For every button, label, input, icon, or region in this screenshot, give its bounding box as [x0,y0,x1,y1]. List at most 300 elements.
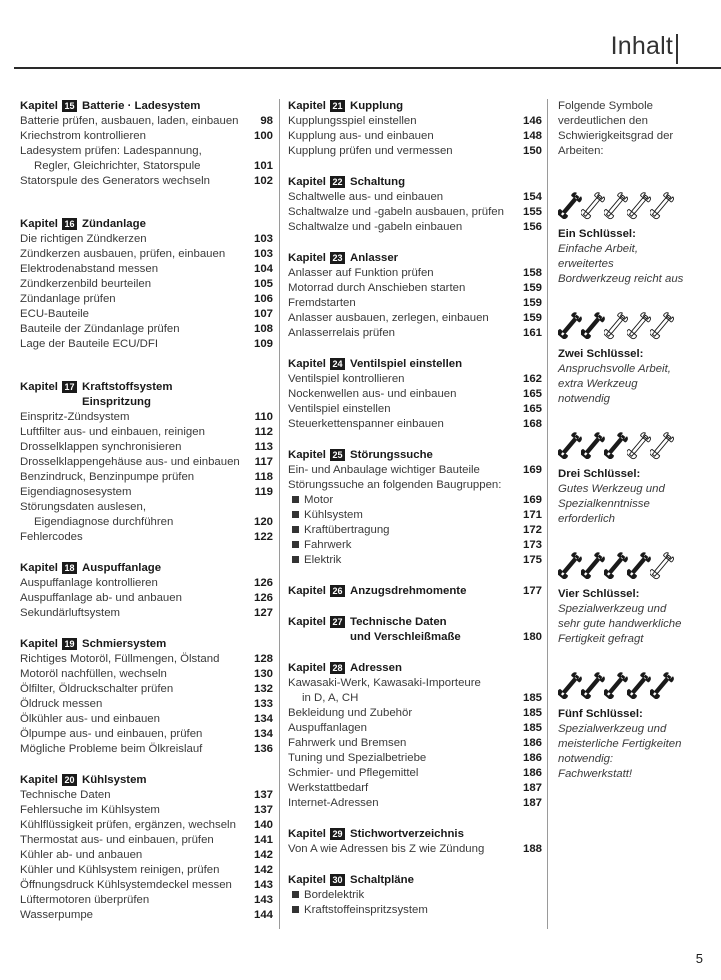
toc-entry-label: Kupplungsspiel einstellen [288,115,417,127]
wrench-outline-icon [627,429,651,463]
toc-entry[interactable] [20,129,273,144]
toc-entry[interactable] [288,721,542,736]
chapter-number-badge: 18 [62,562,77,574]
chapter-heading[interactable] [288,251,542,266]
chapter-heading[interactable] [20,217,273,232]
square-bullet-icon [292,511,299,518]
toc-entry-label: Einspritz-Zündsystem [20,411,130,423]
toc-page-number: 133 [253,698,273,710]
toc-entry-label: Tuning und Spezialbetriebe [288,752,427,764]
chapter-title [350,584,517,599]
toc-entry[interactable] [20,337,273,352]
toc-entry[interactable] [288,311,542,326]
toc-entry[interactable] [20,712,273,727]
toc-entry[interactable] [288,736,542,751]
toc-page-number: 119 [254,486,273,498]
toc-entry[interactable] [20,322,273,337]
toc-entry-label: Eigendiagnose durchführen [34,516,174,528]
toc-entry[interactable] [20,833,273,848]
toc-entry[interactable] [20,277,273,292]
toc-entry-label [288,493,517,508]
toc-entry-text: Bordelektrik [304,889,365,901]
toc-entry[interactable] [20,848,273,863]
toc-page-number: 122 [253,531,273,543]
toc-entry[interactable] [288,205,542,220]
chapter-title-line: Schmiersystem [81,638,167,650]
toc-entry[interactable] [288,751,542,766]
toc-entry[interactable] [20,515,273,530]
toc-page-number: 173 [522,539,542,551]
chapter-word: Kapitel [288,662,326,674]
difficulty-level-name: Fünf Schlüssel: [558,708,643,720]
toc-page-number: 165 [522,388,542,400]
toc-entry[interactable] [20,667,273,682]
toc-page-number: 103 [253,233,273,245]
toc-chapter [288,615,542,645]
toc-entry-label: Öldruck messen [20,698,103,710]
toc-entry-label: Fremdstarten [288,297,356,309]
toc-entry[interactable] [288,296,542,311]
difficulty-level [558,429,688,527]
toc-entry[interactable] [288,144,542,159]
toc-entry[interactable] [288,691,542,706]
toc-page-number: 134 [253,713,273,725]
toc-chapter [288,175,542,235]
toc-entry-label: Zündkerzenbild beurteilen [20,278,152,290]
toc-entry[interactable] [288,190,542,205]
toc-entry[interactable] [288,903,542,918]
toc-entry[interactable] [20,500,273,515]
toc-entry[interactable] [20,530,273,545]
toc-entry-label: Luftfilter aus- und einbauen, reinigen [20,426,205,438]
chapter-number-badge: 15 [62,100,77,112]
toc-entry-label: Fehlersuche im Kühlsystem [20,804,160,816]
chapter-title [82,773,273,788]
toc-page-number: 187 [522,797,542,809]
toc-entry[interactable] [20,144,273,159]
toc-entry-label: in D, A, CH [302,692,359,704]
toc-page-number: 137 [253,804,273,816]
wrench-rating [558,429,688,463]
toc-entry[interactable] [20,818,273,833]
wrench-filled-icon [581,669,605,703]
toc-page-number: 169 [522,464,542,476]
toc-entry[interactable] [20,485,273,500]
difficulty-level-name: Vier Schlüssel: [558,588,640,600]
chapter-title [350,873,542,888]
chapter-heading[interactable] [288,99,542,114]
toc-entry-label: Ventilspiel einstellen [288,403,391,415]
column-divider [547,99,548,929]
toc-entry-label: Störungsdaten auslesen, [20,501,147,513]
chapter-title-line: Störungssuche [349,449,433,461]
chapter-title [82,561,273,576]
difficulty-level [558,549,688,647]
wrench-filled-icon [558,309,582,343]
toc-entry-label: Benzindruck, Benzinpumpe prüfen [20,471,195,483]
chapter-title [82,99,273,114]
toc-entry-label [288,508,517,523]
toc-entry-label: Internet-Adressen [288,797,379,809]
chapter-number-badge: 25 [330,449,345,461]
toc-entry[interactable] [288,417,542,432]
toc-entry[interactable] [288,781,542,796]
toc-page-number: 146 [522,115,542,127]
toc-entry-label: Kühler und Kühlsystem reinigen, prüfen [20,864,220,876]
toc-entry-label: Anlasser auf Funktion prüfen [288,267,434,279]
toc-page-number: 144 [253,909,273,921]
toc-page-number: 155 [522,206,542,218]
toc-entry[interactable] [20,606,273,621]
chapter-page-number: 177 [522,585,542,597]
chapter-number-badge: 20 [62,774,77,786]
toc-entry[interactable] [20,247,273,262]
chapter-heading[interactable] [288,448,542,463]
toc-entry-text: Kühlsystem [304,509,363,521]
toc-entry-label: Wasserpumpe [20,909,94,921]
toc-entry[interactable] [20,410,273,425]
toc-entry[interactable] [288,372,542,387]
chapter-word: Kapitel [20,100,58,112]
toc-page-number: 171 [522,509,542,521]
toc-entry-label: Zündanlage prüfen [20,293,116,305]
wrench-outline-icon [650,429,674,463]
toc-entry[interactable] [20,470,273,485]
chapter-heading[interactable] [288,873,542,888]
chapter-title-line: Schaltpläne [349,874,414,886]
toc-entry-label: Schaltwalze und -gabeln einbauen [288,221,463,233]
difficulty-level-name: Drei Schlüssel: [558,468,641,480]
toc-chapter [288,357,542,432]
toc-entry[interactable] [288,508,542,523]
toc-entry[interactable] [20,863,273,878]
toc-entry-label: Ölfilter, Öldruckschalter prüfen [20,683,174,695]
difficulty-level-name: Ein Schlüssel: [558,228,636,240]
toc-page-number: 134 [253,728,273,740]
toc-entry[interactable] [288,796,542,811]
chapter-number-badge: 21 [330,100,345,112]
wrench-outline-icon [581,189,605,223]
toc-entry[interactable] [20,742,273,757]
toc-page-number: 106 [253,293,273,305]
toc-entry-label [288,903,536,918]
square-bullet-icon [292,496,299,503]
toc-entry[interactable] [20,262,273,277]
chapter-word: Kapitel [288,874,326,886]
chapter-title [350,357,542,372]
toc-page-number: 156 [522,221,542,233]
toc-entry[interactable] [20,159,273,174]
toc-page-number: 186 [522,737,542,749]
toc-page-number: 186 [522,752,542,764]
chapter-heading[interactable] [20,773,273,788]
toc-entry[interactable] [288,538,542,553]
toc-entry-label: Lüftermotoren überprüfen [20,894,150,906]
wrench-filled-icon [627,549,651,583]
toc-column-middle [288,99,542,918]
chapter-heading[interactable] [288,827,542,842]
chapter-number-badge: 30 [330,874,345,886]
toc-page-number: 161 [522,327,542,339]
toc-page-number: 150 [522,145,542,157]
toc-entry-label: Richtiges Motoröl, Füllmengen, Ölstand [20,653,220,665]
chapter-word: Kapitel [288,616,326,628]
chapter-heading[interactable] [20,637,273,652]
toc-entry[interactable] [20,682,273,697]
wrench-filled-icon [581,309,605,343]
toc-page-number: 141 [253,834,273,846]
difficulty-level-description: Gutes Werkzeug und Spezialkenntnisse erforderlich [558,483,665,525]
toc-chapter [288,827,542,857]
difficulty-level-description: Spezialwerkzeug und sehr gute handwerkliche Fertigkeit gefragt [558,603,682,645]
toc-entry-text: Kraftstoffeinspritzsystem [304,904,428,916]
toc-page-number: 140 [253,819,273,831]
chapter-word: Kapitel [20,218,58,230]
toc-page-number: 169 [522,494,542,506]
toc-entry-label: Kupplung aus- und einbauen [288,130,434,142]
header-rule [14,67,721,69]
wrench-rating [558,669,688,703]
chapter-number-badge: 29 [330,828,345,840]
difficulty-level-description: Spezialwerkzeug und meisterliche Fertigkeiten notwendig: Fachwerkstatt! [558,723,682,780]
chapter-word: Kapitel [20,638,58,650]
toc-entry[interactable] [20,576,273,591]
toc-entry[interactable] [288,463,542,478]
toc-page-number: 142 [253,849,273,861]
toc-entry[interactable] [288,326,542,341]
legend-intro: Folgende Symbole verdeutlichen den Schwierigkeitsgrad der Arbeiten: [558,100,674,157]
chapter-word: Kapitel [288,100,326,112]
toc-column-left [20,99,273,923]
toc-entry[interactable] [288,493,542,508]
toc-entry-label: Auspuffanlagen [288,722,367,734]
chapter-number-badge: 16 [62,218,77,230]
toc-entry[interactable] [20,232,273,247]
toc-entry-label: Technische Daten [20,789,111,801]
toc-entry[interactable] [20,307,273,322]
toc-entry-text: Fahrwerk [304,539,352,551]
toc-page-number: 126 [253,577,273,589]
toc-entry[interactable] [288,129,542,144]
wrench-filled-icon [627,669,651,703]
toc-page-number: 185 [522,707,542,719]
toc-entry-label: ECU-Bauteile [20,308,90,320]
wrench-filled-icon [604,429,628,463]
toc-entry-label: Die richtigen Zündkerzen [20,233,147,245]
toc-chapter [288,661,542,811]
wrench-filled-icon [581,429,605,463]
chapter-title [350,661,542,676]
toc-entry-label: Drosselklappengehäuse aus- und einbauen [20,456,240,468]
chapter-title-line: Kraftstoffsystem [81,381,173,393]
toc-entry[interactable] [20,174,273,189]
square-bullet-icon [292,541,299,548]
toc-entry[interactable] [288,888,542,903]
toc-page-number: 113 [254,441,273,453]
toc-entry[interactable] [288,553,542,568]
toc-chapter [288,873,542,918]
chapter-title [82,380,273,410]
toc-entry[interactable] [20,425,273,440]
toc-page-number: 108 [253,323,273,335]
toc-page-number: 186 [522,767,542,779]
square-bullet-icon [292,906,299,913]
toc-chapter [20,561,273,621]
toc-page-number: 185 [522,692,542,704]
toc-entry-label: Ladesystem prüfen: Ladespannung, [20,145,202,157]
difficulty-level-name: Zwei Schlüssel: [558,348,644,360]
toc-entry[interactable] [288,766,542,781]
toc-entry[interactable] [20,788,273,803]
toc-entry-label: Ölpumpe aus- und einbauen, prüfen [20,728,203,740]
wrench-filled-icon [604,669,628,703]
toc-entry-label: Batterie prüfen, ausbauen, laden, einbauen [20,115,239,127]
chapter-word: Kapitel [288,828,326,840]
wrench-filled-icon [558,189,582,223]
toc-entry[interactable] [20,440,273,455]
toc-entry[interactable] [20,114,273,129]
toc-entry-label: Thermostat aus- und einbauen, prüfen [20,834,214,846]
toc-page-number: 159 [522,297,542,309]
toc-page-number: 154 [522,191,542,203]
toc-entry[interactable] [288,220,542,235]
difficulty-level [558,189,688,287]
chapter-title-line: Ventilspiel einstellen [349,358,463,370]
toc-entry[interactable] [288,387,542,402]
toc-entry-label: Schaltwalze und -gabeln ausbauen, prüfen [288,206,504,218]
chapter-title-line: Anzugsdrehmomente [349,585,467,597]
toc-entry-label: Zündkerzen ausbauen, prüfen, einbauen [20,248,226,260]
toc-page-number: 158 [522,267,542,279]
toc-entry[interactable] [20,292,273,307]
toc-entry[interactable] [20,697,273,712]
chapter-heading[interactable] [288,584,542,599]
toc-page-number: 107 [253,308,273,320]
toc-page-number: 110 [254,411,273,423]
chapter-title-line: Anlasser [349,252,399,264]
toc-entry-text: Elektrik [304,554,342,566]
chapter-number-badge: 23 [330,252,345,264]
difficulty-legend [558,99,688,804]
toc-entry[interactable] [20,727,273,742]
chapter-title-line: Batterie · Ladesystem [81,100,201,112]
chapter-title [350,615,517,645]
toc-page-number: 188 [522,843,542,855]
toc-entry-label: Motorrad durch Anschieben starten [288,282,466,294]
toc-chapter [288,251,542,341]
toc-page-number: 137 [253,789,273,801]
page-title: Inhalt [610,32,673,60]
toc-page-number: 109 [253,338,273,350]
toc-entry-label: Motoröl nachfüllen, wechseln [20,668,167,680]
chapter-heading[interactable] [288,615,542,645]
toc-entry[interactable] [20,893,273,908]
chapter-title [350,448,542,463]
toc-entry-label [288,538,517,553]
wrench-filled-icon [581,549,605,583]
toc-entry[interactable] [288,266,542,281]
toc-page-number: 127 [253,607,273,619]
chapter-heading[interactable] [288,661,542,676]
toc-entry[interactable] [288,706,542,721]
toc-entry-label: Anlasserrelais prüfen [288,327,395,339]
chapter-page-number: 180 [522,631,542,643]
chapter-word: Kapitel [288,585,326,597]
toc-chapter [288,99,542,159]
toc-entry-label [288,888,536,903]
toc-entry[interactable] [20,455,273,470]
toc-chapter [288,584,542,599]
chapter-heading[interactable] [20,99,273,114]
toc-entry-label: Mögliche Probleme beim Ölkreislauf [20,743,203,755]
toc-entry[interactable] [20,878,273,893]
toc-entry[interactable] [288,676,542,691]
toc-page-number: 165 [522,403,542,415]
toc-page-number: 143 [253,894,273,906]
chapter-title [350,251,542,266]
toc-entry-label: Werkstattbedarf [288,782,369,794]
toc-entry[interactable] [288,402,542,417]
toc-page-number: 132 [253,683,273,695]
wrench-rating [558,549,688,583]
toc-entry-label: Ölkühler aus- und einbauen [20,713,160,725]
toc-entry-label: Störungssuche an folgenden Baugruppen: [288,479,502,491]
chapter-title [350,827,542,842]
toc-entry[interactable] [20,803,273,818]
chapter-title-line: Einspritzung [81,396,151,408]
toc-entry[interactable] [288,114,542,129]
toc-page-number: 142 [253,864,273,876]
toc-entry[interactable] [288,478,542,493]
toc-chapter [20,773,273,923]
chapter-heading[interactable] [288,175,542,190]
difficulty-level [558,309,688,407]
toc-entry-text: Motor [304,494,334,506]
chapter-heading[interactable] [288,357,542,372]
chapter-title-line: Stichwortverzeichnis [349,828,464,840]
toc-entry-label: Ein- und Anbaulage wichtiger Bauteile [288,464,480,476]
toc-page-number: 103 [253,248,273,260]
toc-entry[interactable] [288,842,542,857]
toc-entry-label: Kühlflüssigkeit prüfen, ergänzen, wechseln [20,819,236,831]
toc-entry[interactable] [20,652,273,667]
difficulty-level [558,669,688,782]
chapter-word: Kapitel [288,252,326,264]
toc-entry[interactable] [20,591,273,606]
toc-entry[interactable] [20,908,273,923]
wrench-filled-icon [558,549,582,583]
title-bar-divider [676,34,678,64]
chapter-number-badge: 19 [62,638,77,650]
toc-entry-label: Öffnungsdruck Kühlsystemdeckel messen [20,879,232,891]
chapter-heading[interactable] [20,561,273,576]
toc-entry-label: Sekundärluftsystem [20,607,121,619]
chapter-word: Kapitel [288,449,326,461]
toc-entry[interactable] [288,281,542,296]
toc-page-number: 117 [254,456,273,468]
chapter-title-line: Kühlsystem [81,774,147,786]
toc-entry-label: Von A wie Adressen bis Z wie Zündung [288,843,485,855]
toc-page-number: 175 [522,554,542,566]
chapter-title-line: Technische Daten [349,616,447,628]
toc-page-number: 162 [522,373,542,385]
difficulty-level-description: Einfache Arbeit, erweitertes Bordwerkzeug reicht aus [558,243,684,285]
toc-entry-label: Lage der Bauteile ECU/DFI [20,338,159,350]
toc-entry-label [288,523,517,538]
wrench-outline-icon [650,549,674,583]
chapter-heading[interactable] [20,380,273,410]
toc-entry[interactable] [288,523,542,538]
